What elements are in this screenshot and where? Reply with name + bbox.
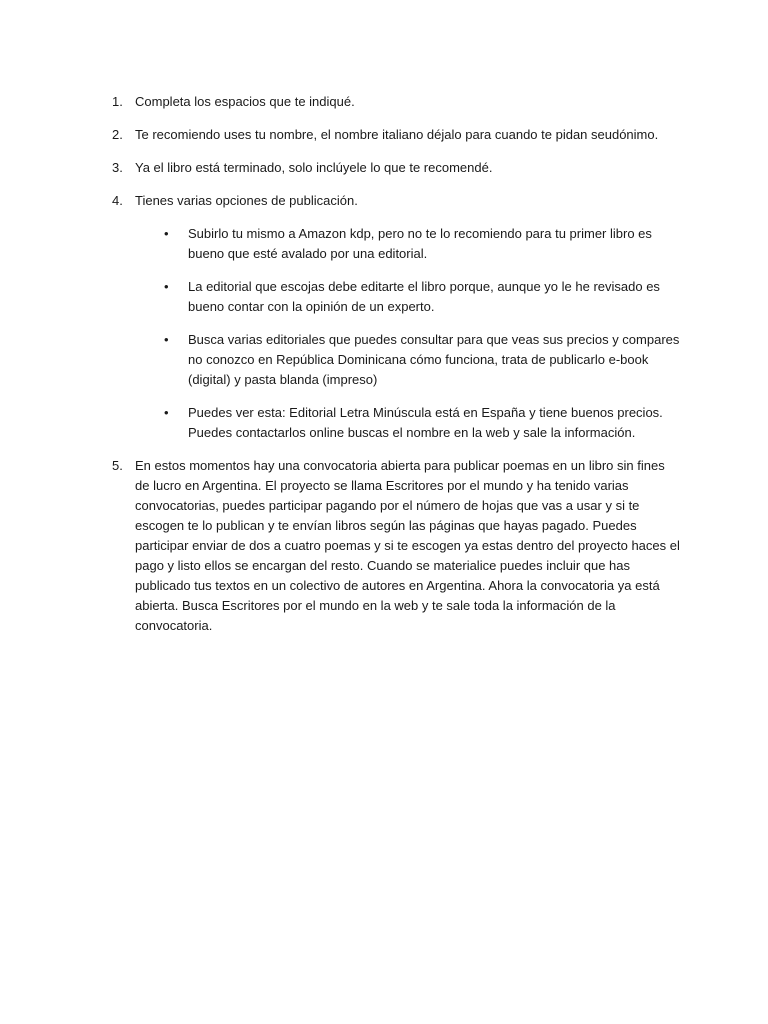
list-number: 5. <box>112 458 123 473</box>
list-number: 2. <box>112 127 123 142</box>
list-item-5 <box>0 456 768 636</box>
list-number: 3. <box>112 160 123 175</box>
bullet-text: Busca varias editoriales que puedes consultar para que veas sus precios y compares no conozco en República Dominicana cómo funciona, trata de publicarlo e-book (digital) y pasta blanda (impreso) <box>188 332 680 387</box>
numbered-list <box>0 92 768 649</box>
list-number: 1. <box>112 94 123 109</box>
list-item-4 <box>0 191 768 443</box>
list-number: 4. <box>112 193 123 208</box>
bullet-item-4 <box>135 403 680 443</box>
list-item-text: Ya el libro está terminado, solo inclúyele lo que te recomendé. <box>135 160 493 175</box>
bullet-text: Subirlo tu mismo a Amazon kdp, pero no te lo recomiendo para tu primer libro es bueno que esté avalado por una editorial. <box>188 226 652 261</box>
list-item-1 <box>0 92 768 112</box>
list-item-text: Te recomiendo uses tu nombre, el nombre italiano déjalo para cuando te pidan seudónimo. <box>135 127 659 142</box>
bullet-text: La editorial que escojas debe editarte el libro porque, aunque yo le he revisado es bueno contar con la opinión de un experto. <box>188 279 660 314</box>
bullet-icon: • <box>164 279 169 294</box>
bullet-icon: • <box>164 226 169 241</box>
list-item-text: Completa los espacios que te indiqué. <box>135 94 355 109</box>
list-item-3 <box>0 158 768 178</box>
list-item-2 <box>0 125 768 145</box>
bullet-text: Puedes ver esta: Editorial Letra Minúscula está en España y tiene buenos precios. Puedes contactarlos online buscas el nombre en la web y sale la información. <box>188 405 663 440</box>
bullet-item-2 <box>135 277 680 317</box>
bullet-list <box>135 224 680 443</box>
bullet-icon: • <box>164 405 169 420</box>
list-item-text: En estos momentos hay una convocatoria abierta para publicar poemas en un libro sin fines de lucro en Argentina. El proyecto se llama Escritores por el mundo y ha tenido varias convocatorias, puedes participar pagando por el número de hojas que vas a usar y si te escogen te lo publican y te envían libros según las páginas que hayas pagado. Puedes participar enviar de dos a cuatro poemas y si te escogen ya estas dentro del proyecto haces el pago y listo ellos se encargan del resto. Cuando se materialice puedes incluir que has publicado tus textos en un colectivo de autores en Argentina. Ahora la convocatoria ya está abierta. Busca Escritores por el mundo en la web y te sale toda la información de la convocatoria. <box>135 458 680 633</box>
bullet-item-3 <box>135 330 680 390</box>
bullet-icon: • <box>164 332 169 347</box>
bullet-item-1 <box>135 224 680 264</box>
list-item-text: Tienes varias opciones de publicación. <box>135 193 358 208</box>
